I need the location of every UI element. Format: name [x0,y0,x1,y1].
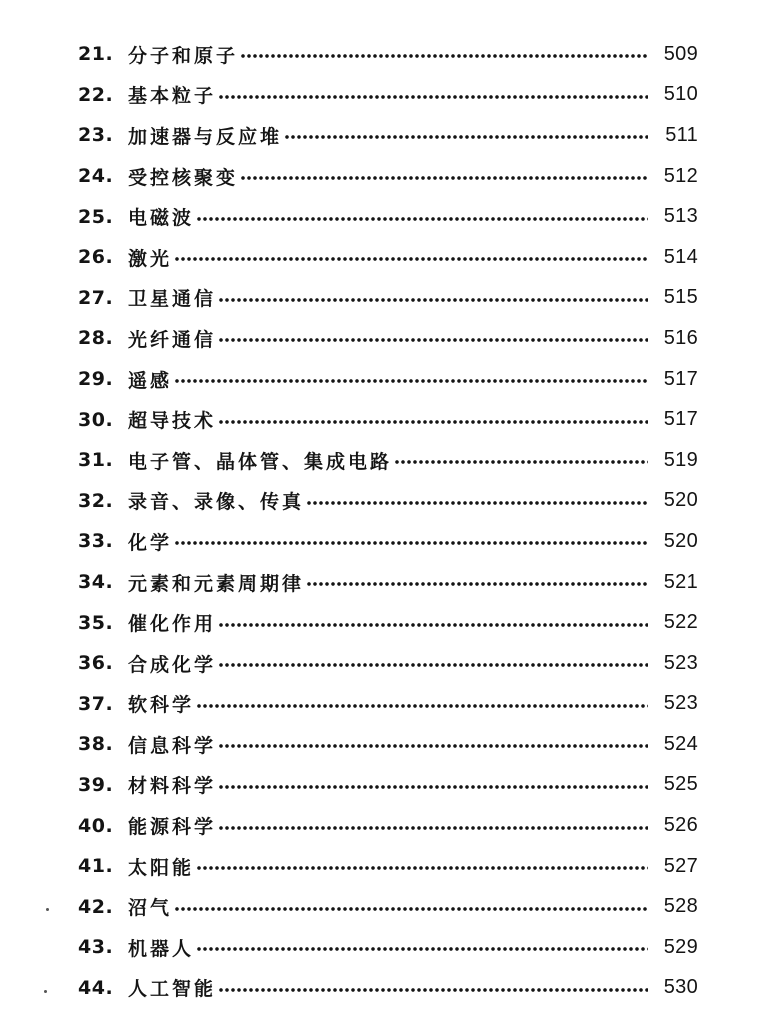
toc-entry-number: 32. [78,489,114,512]
toc-entry-page-number: 530 [663,976,698,999]
toc-entry-number: 34. [78,571,114,594]
toc-entry-title: 机器人 [128,937,195,960]
toc-entry-page-number: 511 [665,123,698,146]
toc-entry-24 [78,156,698,197]
toc-entry-27 [78,278,698,319]
toc-entry-30 [78,399,698,440]
toc-entry-22 [78,75,698,116]
toc-entry-number: 22. [78,83,114,106]
toc-entry-number: 24. [78,165,114,188]
toc-entry-title: 合成化学 [128,653,217,676]
toc-entry-title: 超导技术 [128,410,217,433]
dot-leader [218,661,648,669]
dot-leader [306,580,648,588]
toc-entry-page-number: 519 [663,448,698,471]
toc-entry-number: 44. [78,976,114,999]
toc-entry-page-number: 521 [663,570,698,593]
toc-entry-page-number: 523 [663,692,698,715]
toc-entry-number: 38. [78,733,114,756]
toc-entry-33 [78,521,698,562]
toc-entry-page-number: 512 [663,164,698,187]
scan-speck [44,990,47,993]
dot-leader [174,539,648,547]
table-of-contents [78,34,698,1008]
toc-entry-title: 受控核聚变 [128,166,239,189]
toc-entry-number: 33. [78,530,114,553]
toc-entry-title: 加速器与反应堆 [128,125,283,148]
toc-entry-page-number: 527 [663,854,698,877]
toc-entry-page-number: 523 [663,651,698,674]
toc-entry-number: 41. [78,855,114,878]
toc-entry-26 [78,237,698,278]
toc-entry-title: 卫星通信 [128,288,217,311]
toc-entry-number: 28. [78,327,114,350]
toc-entry-number: 35. [78,611,114,634]
dot-leader [196,215,648,223]
dot-leader [394,458,648,466]
toc-entry-42 [78,886,698,927]
dot-leader [218,783,648,791]
toc-entry-number: 40. [78,814,114,837]
toc-entry-title: 催化作用 [128,613,217,636]
dot-leader [240,174,648,182]
toc-entry-page-number: 522 [663,611,698,634]
toc-entry-title: 元素和元素周期律 [128,572,305,595]
toc-entry-number: 37. [78,692,114,715]
toc-entry-page-number: 517 [663,367,698,390]
toc-entry-number: 36. [78,652,114,675]
toc-entry-38 [78,724,698,765]
toc-entry-title: 材料科学 [128,775,217,798]
toc-entry-page-number: 515 [663,286,698,309]
toc-entry-number: 29. [78,368,114,391]
dot-leader [196,864,648,872]
dot-leader [174,905,648,913]
toc-entry-40 [78,805,698,846]
toc-entry-title: 人工智能 [128,978,217,1001]
toc-entry-page-number: 524 [663,732,698,755]
toc-entry-number: 27. [78,286,114,309]
toc-entry-31 [78,440,698,481]
scan-speck [46,908,49,911]
toc-entry-title: 沼气 [128,897,173,920]
toc-entry-title: 录音、录像、传真 [128,491,305,514]
toc-entry-page-number: 520 [663,529,698,552]
toc-entry-36 [78,643,698,684]
toc-entry-41 [78,846,698,887]
toc-entry-page-number: 529 [663,935,698,958]
dot-leader [218,621,648,629]
dot-leader [196,945,648,953]
dot-leader [174,255,648,263]
toc-entry-title: 太阳能 [128,856,195,879]
dot-leader [218,93,648,101]
toc-entry-page-number: 526 [663,814,698,837]
toc-entry-number: 26. [78,246,114,269]
toc-entry-39 [78,765,698,806]
toc-entry-title: 能源科学 [128,816,217,839]
toc-entry-number: 23. [78,124,114,147]
toc-entry-page-number: 509 [663,42,698,65]
toc-entry-37 [78,684,698,725]
toc-entry-title: 基本粒子 [128,85,217,108]
toc-entry-title: 遥感 [128,369,173,392]
toc-entry-21 [78,34,698,75]
toc-entry-page-number: 513 [663,205,698,228]
toc-entry-25 [78,196,698,237]
toc-entry-number: 30. [78,408,114,431]
dot-leader [218,824,648,832]
toc-entry-number: 25. [78,205,114,228]
toc-entry-28 [78,318,698,359]
toc-entry-title: 电磁波 [128,207,195,230]
toc-entry-number: 42. [78,895,114,918]
toc-entry-number: 21. [78,43,114,66]
toc-entry-title: 分子和原子 [128,44,239,67]
dot-leader [196,702,648,710]
toc-entry-34 [78,562,698,603]
toc-entry-number: 31. [78,449,114,472]
toc-entry-number: 39. [78,773,114,796]
dot-leader [284,133,648,141]
toc-entry-page-number: 510 [663,83,698,106]
dot-leader [174,377,648,385]
toc-entry-page-number: 517 [663,408,698,431]
toc-entry-35 [78,602,698,643]
dot-leader [218,336,648,344]
toc-entry-page-number: 516 [663,326,698,349]
toc-entry-title: 软科学 [128,694,195,717]
toc-entry-32 [78,481,698,522]
toc-entry-page-number: 525 [663,773,698,796]
toc-entry-number: 43. [78,936,114,959]
toc-entry-44 [78,968,698,1009]
dot-leader [306,499,648,507]
dot-leader [218,418,648,426]
toc-entry-page-number: 514 [663,245,698,268]
dot-leader [218,296,648,304]
toc-entry-title: 信息科学 [128,734,217,757]
toc-entry-23 [78,115,698,156]
toc-entry-page-number: 528 [663,895,698,918]
toc-entry-title: 激光 [128,247,173,270]
toc-entry-title: 电子管、晶体管、集成电路 [128,450,393,473]
toc-entry-title: 光纤通信 [128,328,217,351]
toc-entry-43 [78,927,698,968]
dot-leader [218,742,648,750]
toc-entry-title: 化学 [128,531,173,554]
dot-leader [240,52,648,60]
toc-entry-29 [78,359,698,400]
toc-entry-page-number: 520 [663,489,698,512]
dot-leader [218,986,648,994]
